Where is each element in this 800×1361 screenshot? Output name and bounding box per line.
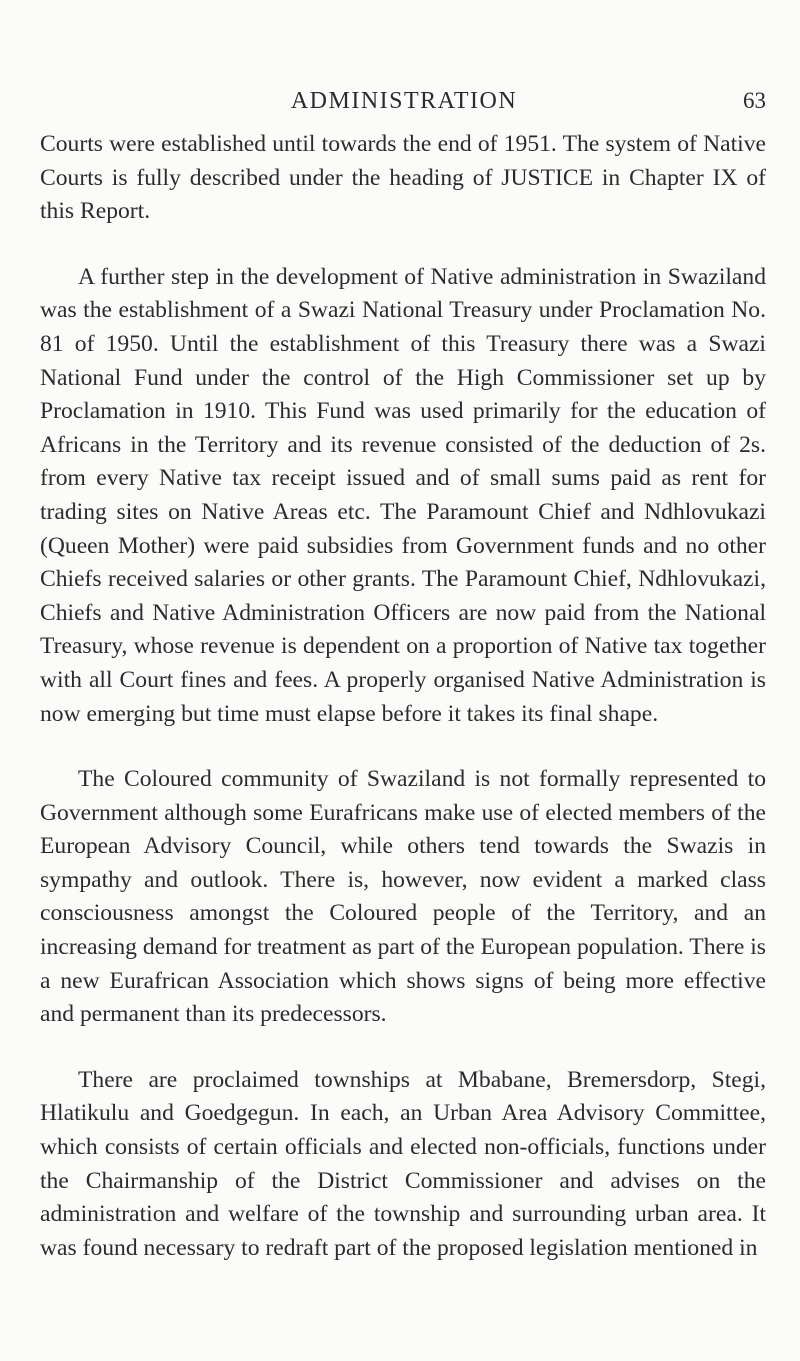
paragraph-coloured-community: The Coloured community of Swaziland is not formally represented to Government although some Eurafricans make use of elected members of the European Advisory Council, while others tend towards the Swazis in sympathy and outlook. There is, however, now evident a marked class consciousness amongst the Coloured people of the Territory, and an increasing demand for treatment as part of the European population. There is a new Eurafrican Association which shows signs of being more effective and permanent than its predecessors. [40, 766, 766, 1028]
page-number: 63 [743, 88, 766, 113]
paragraph-townships: There are proclaimed townships at Mbabane, Bremersdorp, Stegi, Hlatikulu and Goedgegun. In each, an Urban Area Advisory Committee, which consists of certain officials and elected non-officials, functions under the Chairmanship of the District Commissioner and advises on the administration and welfare of the township and surrounding urban area. It was found necessary to redraft part of the proposed legislation mentioned in [40, 1066, 766, 1261]
paragraph-courts: Courts were established until towards the end of 1951. The system of Native Courts is fully described under the heading of JUSTICE in Chapter IX of this Report. [40, 131, 766, 225]
paragraph-treasury: A further step in the development of Native administration in Swaziland was the establishment of a Swazi National Treasury under Proclamation No. 81 of 1950. Until the establishment of this Treasury there was a Swazi National Fund under the control of the High Commissioner set up by Proclamation in 1910. This Fund was used primarily for the education of Africans in the Territory and its revenue consisted of the deduction of 2s. from every Native tax receipt issued and of small sums paid as rent for trading sites on Native Areas etc. The Paramount Chief and Ndhlovukazi (Queen Mother) were paid subsidies from Government funds and no other Chiefs received salaries or other grants. The Paramount Chief, Ndhlovukazi, Chiefs and Native Administration Officers are now paid from the National Treasury, whose revenue is dependent on a proportion of Native tax together with all Court fines and fees. A properly organised Native Administration is now emerging but time must elapse before it takes its final shape. [40, 263, 766, 727]
running-head [40, 86, 768, 116]
body-text [40, 128, 766, 1265]
page-title: ADMINISTRATION [290, 88, 518, 114]
document-page [40, 0, 768, 1361]
